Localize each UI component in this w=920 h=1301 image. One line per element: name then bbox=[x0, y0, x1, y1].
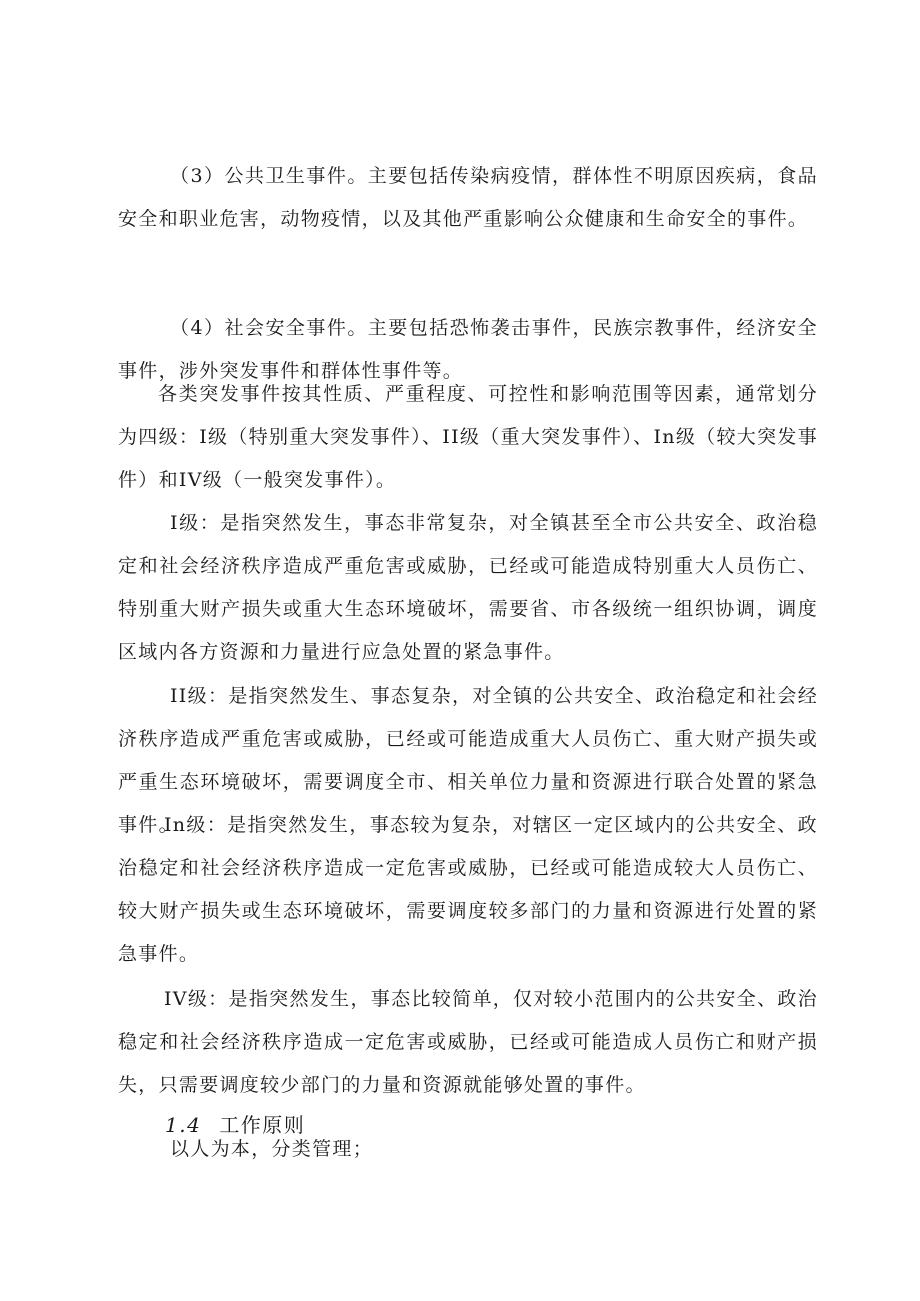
paragraph-principle-1: 以人为本，分类管理； bbox=[170, 1138, 374, 1160]
paragraph-level-4: IV级：是指突然发生，事态比较简单，仅对较小范围内的公共安全、政治稳定和社会经济秩序造成一定危害或威胁，已经或可能造成人员伤亡和财产损失，只需要调度较少部门的力量和资源就能够处置的事件。 bbox=[118, 988, 818, 1096]
section-title: 工作原则 bbox=[219, 1113, 306, 1137]
paragraph-level-3: In级：是指突然发生，事态较为复杂，对辖区一定区域内的公共安全、政治稳定和社会经济秩序造成一定危害或威胁，已经或可能造成较大人员伤亡、较大财产损失或生态环境破坏，需要调度较多部门的力量和资源进行处置的紧急事件。 bbox=[118, 814, 818, 965]
paragraph-level-1: I级：是指突然发生，事态非常复杂，对全镇甚至全市公共安全、政治稳定和社会经济秩序造成严重危害或威胁，已经或可能造成特别重大人员伤亡、特别重大财产损失或重大生态环境破坏，需要省、市各级统一组织协调，调度区域内各方资源和力量进行应急处置的紧急事件。 bbox=[118, 512, 818, 663]
paragraph-level-2: II级：是指突然发生、事态复杂，对全镇的公共安全、政治稳定和社会经济秩序造成严重危害或威胁，已经或可能造成重大人员伤亡、重大财产损失或严重生态环境破坏，需要调度全市、相关单位力量和资源进行联合处置的紧急事件。 bbox=[118, 685, 818, 836]
paragraph-event-levels: 各类突发事件按其性质、严重程度、可控性和影响范围等因素，通常划分为四级：I级（特别重大突发事件）、II级（重大突发事件）、In级（较大突发事件）和IV级（一般突发事件）。 bbox=[118, 383, 818, 491]
paragraph-social-security-events: （4）社会安全事件。主要包括恐怖袭击事件，民族宗教事件，经济安全事件，涉外突发事件和群体性事件等。 bbox=[118, 317, 818, 382]
paragraph-public-health-events: （3）公共卫生事件。主要包括传染病疫情，群体性不明原因疾病，食品安全和职业危害，动物疫情，以及其他严重影响公众健康和生命安全的事件。 bbox=[118, 165, 818, 230]
section-number: 1.4 bbox=[165, 1113, 202, 1137]
